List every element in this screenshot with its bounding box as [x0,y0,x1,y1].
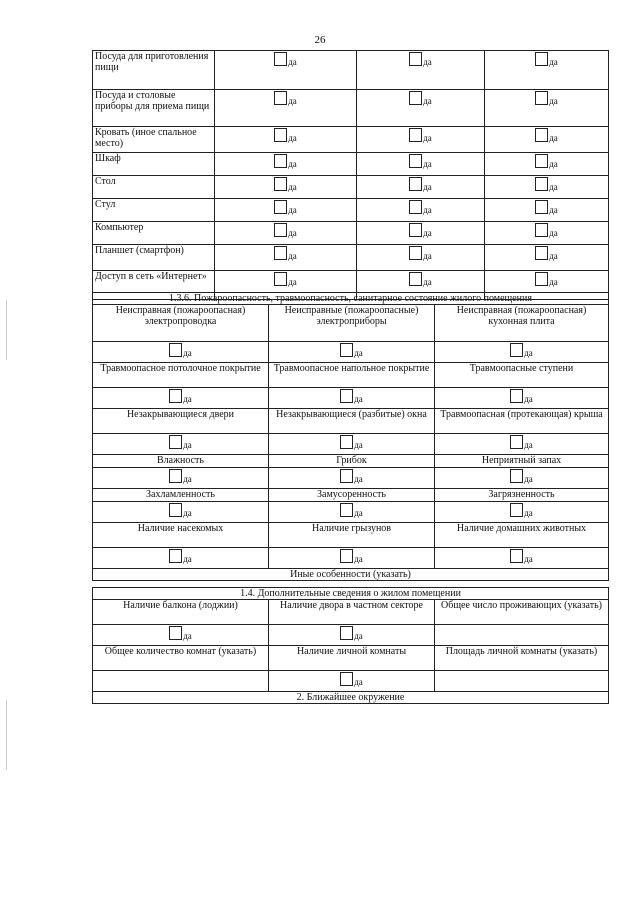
yes-label: да [524,474,533,484]
yes-checkbox[interactable] [409,246,422,260]
item-label: Стул [93,199,215,222]
yes-checkbox[interactable] [409,154,422,168]
yes-label: да [354,348,363,358]
yes-label: да [288,228,297,238]
yes-checkbox[interactable] [535,246,548,260]
yes-checkbox[interactable] [535,200,548,214]
info-label: Общее число проживающих (указать) [435,600,609,625]
info-label: Наличие личной комнаты [269,646,435,671]
yes-checkbox-cell [215,176,357,199]
yes-checkbox[interactable] [274,200,287,214]
yes-checkbox[interactable] [340,626,353,640]
yes-checkbox-cell [435,548,609,569]
yes-label: да [549,133,558,143]
yes-checkbox-cell [215,51,357,90]
yes-checkbox-cell [269,434,435,455]
yes-checkbox-cell [215,199,357,222]
yes-checkbox[interactable] [510,549,523,563]
yes-label: да [423,96,432,106]
yes-label: да [183,394,192,404]
household-items-table [92,50,609,300]
hazard-label: Замусоренность [269,489,435,502]
yes-label: да [183,348,192,358]
yes-checkbox[interactable] [169,549,182,563]
table-row [93,434,609,455]
yes-checkbox[interactable] [535,52,548,66]
yes-checkbox-cell [215,127,357,153]
info-label: Наличие балкона (лоджии) [93,600,269,625]
yes-label: да [288,96,297,106]
yes-checkbox-cell [485,199,609,222]
yes-checkbox-cell [357,127,485,153]
yes-label: да [288,57,297,67]
yes-label: да [549,277,558,287]
yes-checkbox-cell [357,90,485,127]
yes-checkbox[interactable] [535,177,548,191]
hazard-label: Травмоопасное потолочное покрытие [93,363,269,388]
yes-label: да [524,554,533,564]
info-label: Общее количество комнат (указать) [93,646,269,671]
yes-checkbox-cell [485,176,609,199]
yes-checkbox-cell [215,222,357,245]
yes-label: да [354,508,363,518]
yes-checkbox[interactable] [169,469,182,483]
yes-checkbox[interactable] [535,154,548,168]
yes-checkbox-cell [485,245,609,271]
table-row [93,199,609,222]
hazard-label: Неисправная (пожароопасная) кухонная плита [435,305,609,342]
yes-checkbox[interactable] [169,435,182,449]
yes-checkbox-cell [435,434,609,455]
yes-checkbox[interactable] [340,503,353,517]
yes-checkbox-cell [269,468,435,489]
item-label: Компьютер [93,222,215,245]
table-row [93,176,609,199]
yes-label: да [423,251,432,261]
yes-checkbox-cell [485,153,609,176]
yes-label: да [354,554,363,564]
yes-checkbox-cell [269,671,435,692]
yes-label: да [423,277,432,287]
yes-checkbox-cell [357,176,485,199]
yes-label: да [423,205,432,215]
yes-label: да [423,159,432,169]
yes-label: да [423,228,432,238]
item-label: Доступ в сеть «Интернет» [93,271,215,300]
hazard-label: Наличие грызунов [269,523,435,548]
section-title: 2. Ближайшее окружение [93,692,609,704]
yes-checkbox[interactable] [274,154,287,168]
yes-checkbox[interactable] [274,223,287,237]
yes-checkbox-cell [93,468,269,489]
yes-label: да [288,251,297,261]
hazard-label: Травмоопасная (протекающая) крыша [435,409,609,434]
table-row [93,51,609,90]
yes-label: да [288,277,297,287]
item-label: Шкаф [93,153,215,176]
section-title: 1.3.6. Пожароопасность, травмоопасность, санитарное состояние жилого помещения [93,293,609,305]
table-row [93,409,609,434]
hazard-label: Незакрывающиеся двери [93,409,269,434]
hazards-table [92,292,609,581]
yes-checkbox[interactable] [409,128,422,142]
yes-label: да [183,440,192,450]
empty-cell[interactable] [435,625,609,646]
yes-checkbox[interactable] [169,503,182,517]
yes-checkbox-cell [435,468,609,489]
yes-checkbox[interactable] [274,52,287,66]
item-label: Стол [93,176,215,199]
yes-label: да [354,677,363,687]
yes-label: да [524,348,533,358]
yes-checkbox[interactable] [340,469,353,483]
yes-label: да [423,57,432,67]
yes-label: да [549,159,558,169]
yes-checkbox[interactable] [169,389,182,403]
yes-checkbox[interactable] [510,435,523,449]
yes-checkbox-cell [435,502,609,523]
yes-checkbox[interactable] [510,503,523,517]
yes-label: да [288,159,297,169]
yes-checkbox[interactable] [535,128,548,142]
yes-checkbox-cell [93,342,269,363]
hazard-label: Наличие домашних животных [435,523,609,548]
table-row [93,523,609,548]
yes-checkbox[interactable] [274,272,287,286]
yes-checkbox[interactable] [409,272,422,286]
table-row [93,502,609,523]
yes-checkbox[interactable] [274,177,287,191]
yes-checkbox-cell [485,127,609,153]
item-label: Кровать (иное спальное место) [93,127,215,153]
hazard-label: Захламленность [93,489,269,502]
yes-checkbox[interactable] [274,128,287,142]
yes-checkbox[interactable] [510,343,523,357]
additional-info-table [92,587,609,704]
yes-checkbox-cell [93,502,269,523]
yes-checkbox-cell [93,625,269,646]
table-row [93,489,609,502]
yes-checkbox-cell [269,548,435,569]
yes-label: да [354,631,363,641]
margin-line [6,300,7,360]
yes-checkbox[interactable] [510,389,523,403]
yes-checkbox[interactable] [409,91,422,105]
yes-checkbox-cell [357,199,485,222]
empty-cell[interactable] [93,671,269,692]
yes-label: да [549,205,558,215]
yes-checkbox-cell [357,245,485,271]
other-features-label: Иные особенности (указать) [93,569,609,581]
empty-cell[interactable] [435,671,609,692]
table-row [93,363,609,388]
yes-label: да [354,440,363,450]
table-row [93,342,609,363]
yes-checkbox[interactable] [340,672,353,686]
yes-label: да [549,228,558,238]
yes-checkbox-cell [215,90,357,127]
yes-checkbox[interactable] [409,223,422,237]
yes-checkbox[interactable] [274,246,287,260]
yes-label: да [423,133,432,143]
item-label: Посуда для приготовления пищи [93,51,215,90]
table-row [93,455,609,468]
yes-checkbox[interactable] [535,223,548,237]
yes-checkbox[interactable] [409,52,422,66]
yes-checkbox-cell [93,548,269,569]
yes-checkbox-cell [435,342,609,363]
table-row [93,468,609,489]
yes-checkbox-cell [357,153,485,176]
yes-label: да [288,182,297,192]
yes-label: да [524,508,533,518]
yes-checkbox-cell [485,90,609,127]
table-row [93,548,609,569]
yes-checkbox-cell [93,388,269,409]
yes-label: да [524,440,533,450]
yes-checkbox-cell [269,388,435,409]
yes-label: да [423,182,432,192]
yes-checkbox[interactable] [169,343,182,357]
yes-checkbox-cell [485,51,609,90]
table-row [93,222,609,245]
yes-checkbox[interactable] [169,626,182,640]
yes-label: да [354,474,363,484]
item-label: Посуда и столовые приборы для приема пищи [93,90,215,127]
hazard-label: Неисправная (пожароопасная) электропроводка [93,305,269,342]
info-label: Площадь личной комнаты (указать) [435,646,609,671]
hazard-label: Неприятный запах [435,455,609,468]
hazard-label: Влажность [93,455,269,468]
yes-label: да [354,394,363,404]
hazard-label: Травмоопасное напольное покрытие [269,363,435,388]
yes-checkbox[interactable] [340,549,353,563]
yes-checkbox[interactable] [535,272,548,286]
yes-label: да [183,474,192,484]
yes-label: да [549,182,558,192]
info-label: Наличие двора в частном секторе [269,600,435,625]
table-row [93,127,609,153]
hazard-label: Загрязненность [435,489,609,502]
section-title: 1.4. Дополнительные сведения о жилом помещении [93,588,609,600]
yes-checkbox-cell [269,502,435,523]
page-number: 26 [314,34,326,46]
margin-line [6,700,7,770]
yes-checkbox-cell [435,388,609,409]
table-row [93,305,609,342]
table-row [93,245,609,271]
yes-label: да [549,251,558,261]
item-label: Планшет (смартфон) [93,245,215,271]
yes-checkbox-cell [215,153,357,176]
hazard-label: Травмоопасные ступени [435,363,609,388]
yes-checkbox[interactable] [340,389,353,403]
yes-checkbox-cell [269,342,435,363]
yes-label: да [288,205,297,215]
yes-label: да [549,96,558,106]
yes-label: да [288,133,297,143]
hazard-label: Грибок [269,455,435,468]
hazard-label: Наличие насекомых [93,523,269,548]
yes-label: да [549,57,558,67]
yes-checkbox[interactable] [340,343,353,357]
yes-checkbox-cell [93,434,269,455]
yes-checkbox[interactable] [274,91,287,105]
hazard-label: Неисправные (пожароопасные) электроприборы [269,305,435,342]
table-row [93,388,609,409]
yes-checkbox[interactable] [409,200,422,214]
yes-checkbox-cell [357,51,485,90]
yes-checkbox-cell [215,245,357,271]
yes-checkbox[interactable] [535,91,548,105]
table-row [93,153,609,176]
yes-checkbox[interactable] [409,177,422,191]
yes-checkbox-cell [485,222,609,245]
yes-label: да [183,508,192,518]
yes-checkbox-cell [357,222,485,245]
table-row [93,90,609,127]
yes-checkbox[interactable] [510,469,523,483]
yes-label: да [183,554,192,564]
yes-label: да [183,631,192,641]
hazard-label: Незакрывающиеся (разбитые) окна [269,409,435,434]
yes-label: да [524,394,533,404]
yes-checkbox-cell [269,625,435,646]
yes-checkbox[interactable] [340,435,353,449]
